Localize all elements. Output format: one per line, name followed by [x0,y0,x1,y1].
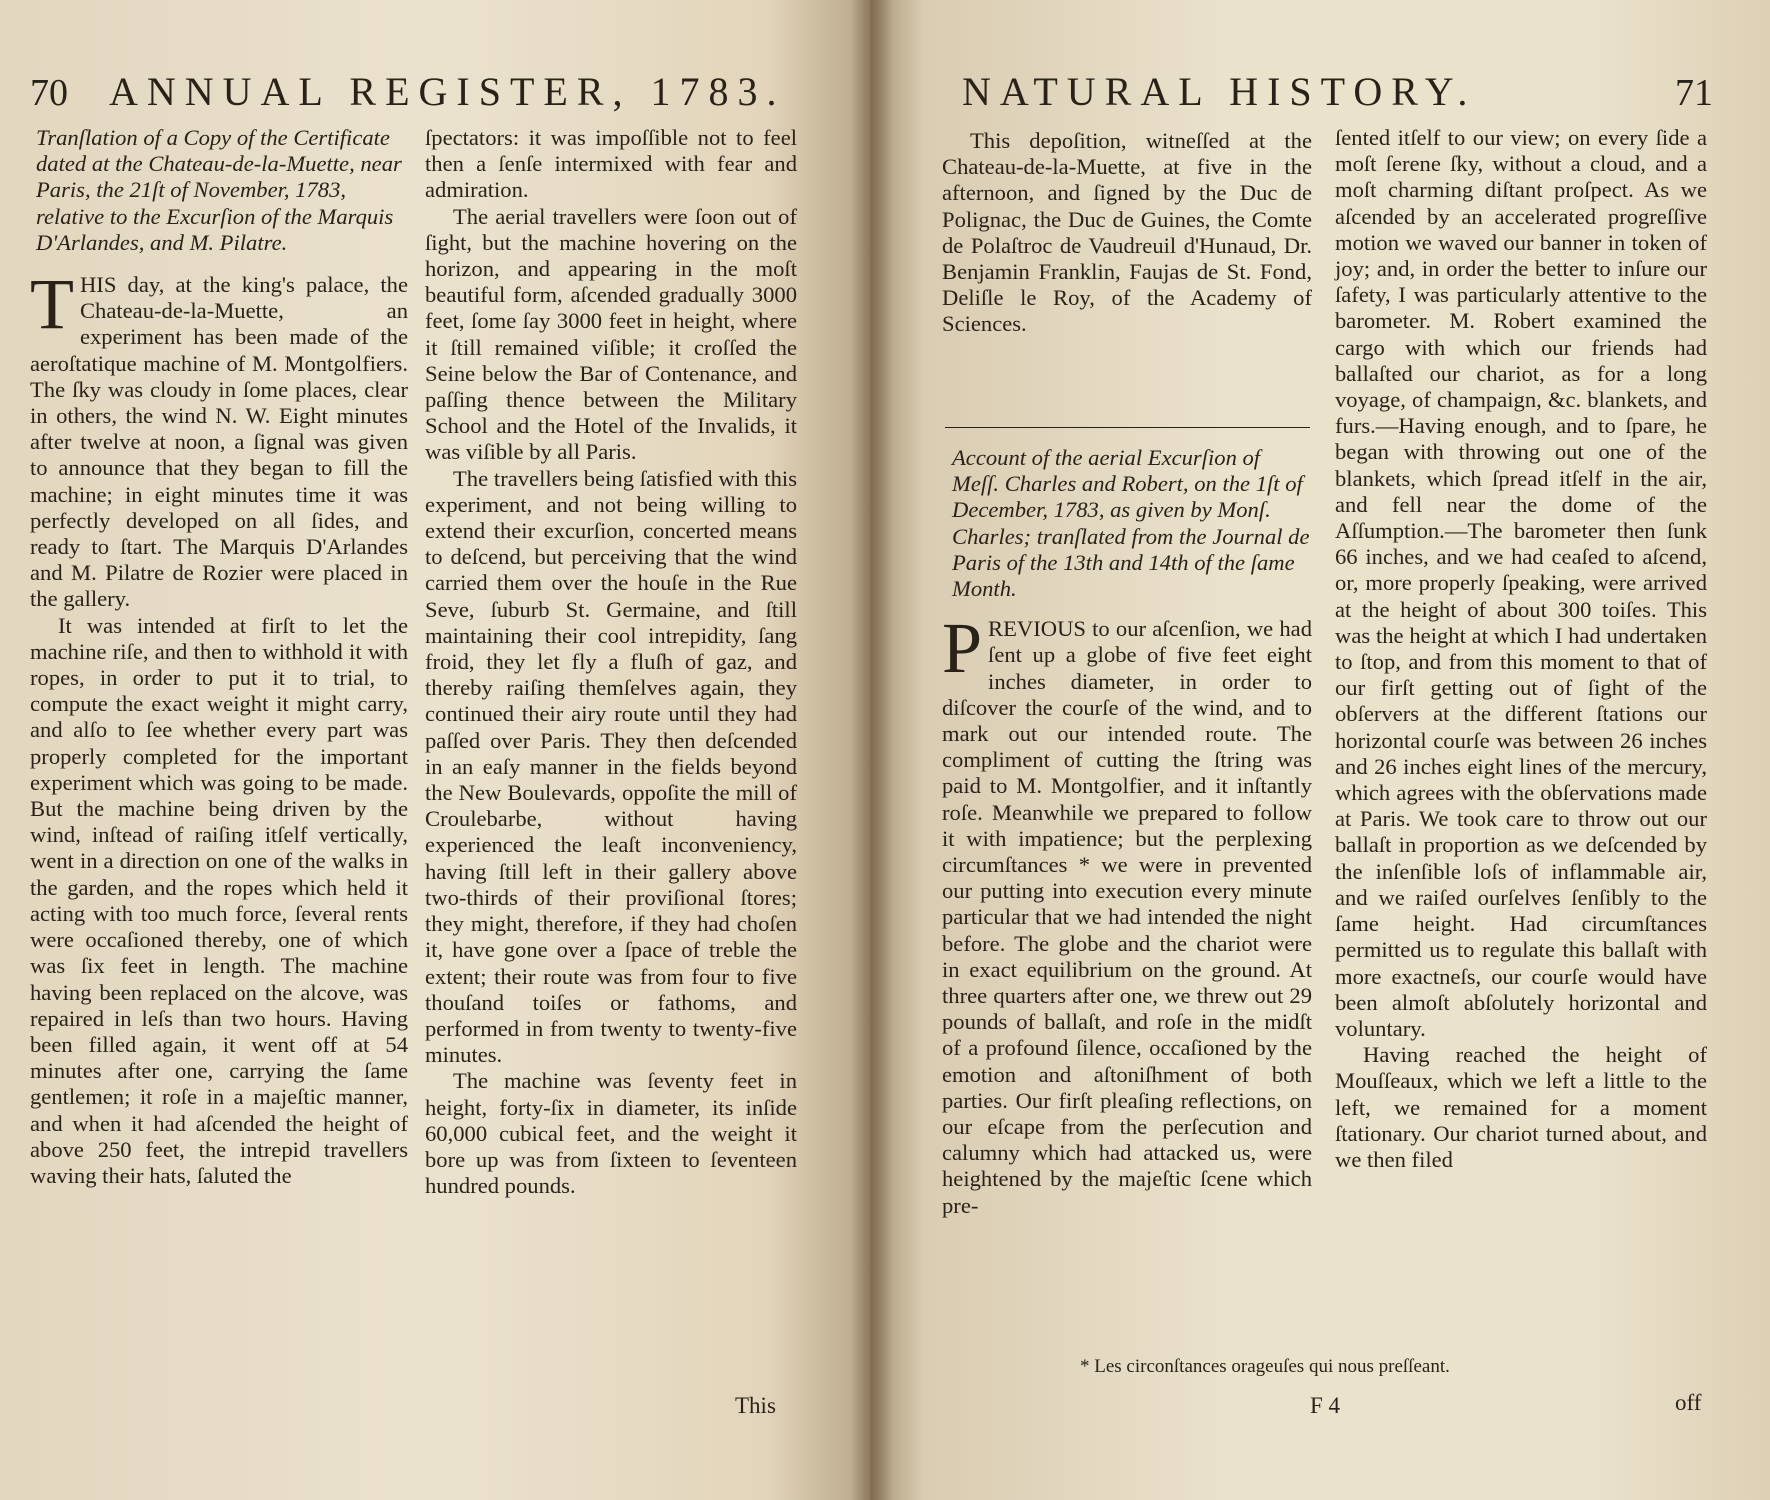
signature-mark: F 4 [1310,1393,1341,1418]
footnote: * Les circonſtances orageuſes qui nous preſſeant. [1080,1356,1450,1377]
drop-cap-p: P [942,608,983,689]
certificate-paragraph-2: It was intended at firſt to let the machine riſe, and then to withhold it with ropes, in order to put it to trial, to compute the exact weight it might carry, and alſo to ſee whether every part was properly completed for the important experiment which was going to be made. But the machine being driven by the wind, inſtead of raiſing itſelf vertically, went in a direction on one of the walks in the garden, and the ropes which held it acting with too much force, ſeveral rents were occaſioned thereby, one of which was ſix feet in length. The machine having been replaced on the alcove, was repaired in leſs than two hours. Having been filled again, it went off at 54 minutes after one, carrying the ſame gentlemen; it roſe in a majeſtic manner, and when it had aſcended the height of above 250 feet, the intrepid travellers waving their hats, ſaluted the [30,612,408,1188]
drop-cap-t: T [30,264,74,345]
left-running-head [30,68,786,117]
left-col2-paragraph-4: The machine was ſeventy feet in height, forty-ſix in diameter, its inſide 60,000 cubical feet, and the weight it bore up was from ſixteen to ſeventeen hundred pounds. [425,1068,797,1199]
deposition-paragraph: This depoſition, witneſſed at the Chateau-de-la-Muette, at five in the afternoon, and ſigned by the Duc de Polignac, the Duc de Guines, the Comte de Polaſtroc de Vaudreuil d'Hunaud, Dr. Benjamin Franklin, Faujas de St. Fond, Deliſle le Roy, of the Academy of Sciences. [942,128,1312,337]
left-running-head-title: ANNUAL REGISTER, 1783. [109,69,786,114]
left-catchword: This [735,1393,776,1418]
left-page-number: 70 [30,72,68,114]
section-rule [945,427,1310,428]
right-col2-paragraph-2: Having reached the height of Mouſſeaux, which we left a little to the left, we remained for a moment ſtationary. Our chariot turned about, and we then filed [1335,1042,1707,1172]
right-catchword: off [1675,1390,1702,1415]
certificate-heading: Tranſlation of a Copy of the Certificate dated at the Chateau-de-la-Muette, near Paris, the 21ſt of November, 1783, relative to the Excurſion of the Marquis D'Arlandes, and M. Pilatre. [36,125,402,255]
right-column-2 [1335,125,1707,1173]
right-page-number-wrap [1675,68,1713,117]
right-page [870,0,1770,1500]
right-column-1-lower [942,445,1312,1219]
left-column-1 [30,125,408,1189]
certificate-paragraph-1: THIS day, at the king's palace, the Chateau-de-la-Muette, an experiment has been made of the aeroſtatique machine of M. Montgolfiers. The ſky was cloudy in ſome places, clear in others, the wind N. W. Eight minutes after twelve at noon, a ſignal was given to announce that they began to fill the machine; in eight minutes time it was perfectly developed on all ſides, and ready to ſtart. The Marquis D'Arlandes and M. Pilatre de Rozier were placed in the gallery. [30,264,408,612]
left-page [0,0,870,1500]
account-paragraph-1: PREVIOUS to our aſcenſion, we had ſent up a globe of five feet eight inches diameter, in order to diſcover the courſe of the wind, and to mark out our intended route. The compliment of cutting the ſtring was paid to M. Montgolfier, and it inſtantly roſe. Meanwhile we prepared to follow it with impatience; but the perplexing circumſtances * we were in prevented our putting into execution every minute particular that we had intended the night before. The globe and the chariot were in exact equilibrium on the ground. At three quarters after one, we threw out 29 pounds of ballaſt, and roſe in the midſt of a profound ſilence, occaſioned by the emotion and aſtoniſhment of both parties. Our firſt pleaſing reflections, on our eſcape from the perſecution and calumny which had attacked us, were heightened by the majeſtic ſcene which pre- [942,608,1312,1218]
right-running-head-title: NATURAL HISTORY. [962,69,1477,114]
right-running-head [962,68,1476,116]
right-col2-paragraph-1: ſented itſelf to our view; on every ſide a moſt ſerene ſky, without a cloud, and a moſt charming diſtant proſpect. As we aſcended by an accelerated progreſſive motion we waved our banner in token of joy; and, in order the better to inſure our ſafety, I was particularly attentive to the barometer. M. Robert examined the cargo with which our friends had ballaſted our chariot, as for a long voyage, of champaign, &c. blankets, and furs.—Having enough, and to ſpare, he began with throwing out one of the blankets, which ſpread itſelf in the air, and fell near the dome of the Aſſumption.—The barometer then ſunk 66 inches, and we had ceaſed to aſcend, or, more properly ſpeaking, were arrived at the height of about 300 toiſes. This was the height at which I had undertaken to ſtop, and from this moment to that of our firſt getting out of ſight of the obſervers at the different ſtations our horizontal courſe was between 26 inches and 26 inches eight lines of the mercury, which agrees with the obſervations made at Paris. We took care to throw out our ballaſt in proportion as we deſcended by the inſenſible loſs of inflammable air, and we raiſed ourſelves ſenſibly to the ſame height. Had circumſtances permitted us to regulate this ballaſt with more exactneſs, our courſe would have been almoſt abſolutely horizontal and voluntary. [1335,125,1707,1041]
book-gutter [850,0,894,1500]
left-col2-paragraph-3: The travellers being ſatisfied with this experiment, and not being willing to extend their excurſion, concerted means to deſcend, but perceiving that the wind carried them over the houſe in the Rue Seve, ſuburb St. Germaine, and ſtill maintaining their cool intrepidity, ſang froid, they let fly a fluſh of gaz, and thereby raiſing themſelves again, they continued their airy route until they had paſſed over Paris. They then deſcended in an eaſy manner in the fields beyond the New Boulevards, oppoſite the mill of Croulebarbe, without having experienced the leaſt inconveniency, having ſtill left in their gallery above two-thirds of their proviſional ſtores; they might, therefore, if they had choſen it, have gone over a ſpace of treble the extent; their route was from four to five thouſand toiſes or fathoms, and performed in from twenty to twenty-five minutes. [425,465,797,1068]
left-column-2 [425,125,797,1199]
left-col2-paragraph-2: The aerial travellers were ſoon out of ſight, but the machine hovering on the horizon, and appearing in the moſt beautiful form, aſcended gradually 3000 feet, ſome ſay 3000 feet in height, where it ſtill remained viſible; it croſſed the Seine below the Bar of Contenance, and paſſing thence between the Military School and the Hotel of the Invalids, it was viſible by all Paris. [425,203,797,465]
left-col2-paragraph-1: ſpectators: it was impoſſible not to feel then a ſenſe intermixed with fear and admiration. [425,125,797,203]
account-heading: Account of the aerial Excurſion of Meſſ. Charles and Robert, on the 1ſt of December, 1783, as given by Monſ. Charles; tranſlated from the Journal de Paris of the 13th and 14th of the ſame Month. [952,445,1310,602]
right-column-1 [942,128,1312,338]
right-page-number: 71 [1675,72,1713,114]
